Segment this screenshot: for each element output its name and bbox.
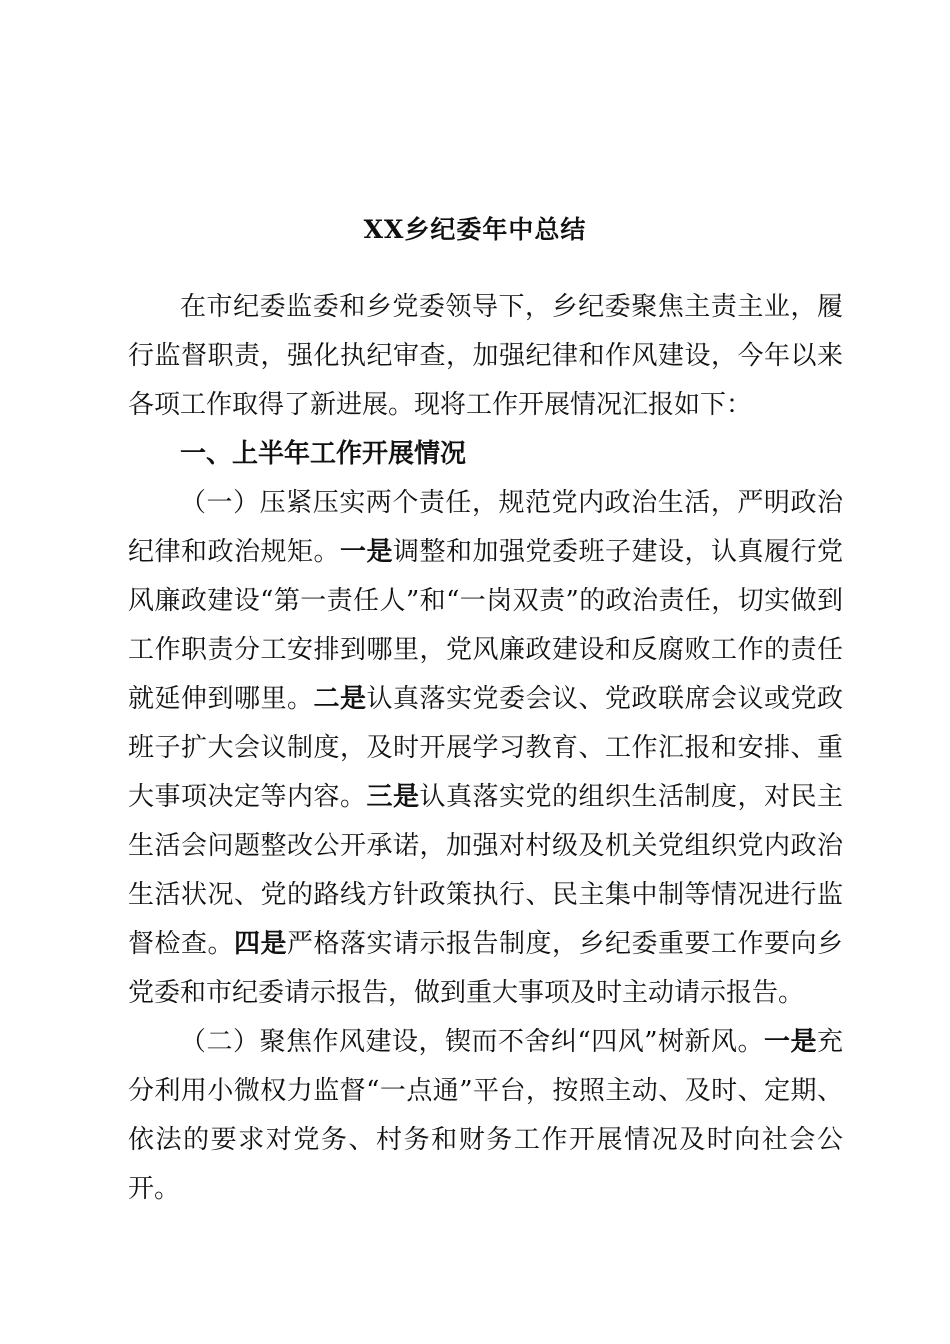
- item2-paragraph: [128, 1018, 843, 1214]
- item1-point3-text: 认真落实党的组织生活制度，对民主生活会问题整改公开承诺，加强对村级及机关党组织党内政治生活状况、党的路线方针政策执行、民主集中制等情况进行监督检查。: [128, 782, 843, 959]
- item1-point2-label: 二是: [313, 684, 367, 714]
- section-heading: 一、上半年工作开展情况: [180, 439, 467, 469]
- document-body: [128, 283, 843, 1214]
- item1-point4-label: 四是: [234, 929, 287, 959]
- item1-lead: （一）压紧压实两个责任，规范党内政治生活，严明政治纪律和政治规矩。: [128, 488, 843, 567]
- item2-point1-text: 充分利用小微权力监督“一点通”平台，按照主动、及时、定期、依法的要求对党务、村务和财务工作开展情况及时向社会公开。: [128, 1027, 843, 1204]
- document-title: XX乡纪委年中总结: [363, 215, 587, 244]
- item2-lead: （二）聚焦作风建设，锲而不舍纠“四风”树新风。: [180, 1027, 764, 1057]
- item1-point3-label: 三是: [366, 782, 420, 812]
- item1-point1-label: 一是: [340, 537, 393, 567]
- intro-paragraph: 在市纪委监委和乡党委领导下，乡纪委聚焦主责主业，履行监督职责，强化执纪审查，加强纪律和作风建设，今年以来各项工作取得了新进展。现将工作开展情况汇报如下：: [128, 292, 843, 420]
- item1-point2-text: 认真落实党委会议、党政联席会议或党政班子扩大会议制度，及时开展学习教育、工作汇报和安排、重大事项决定等内容。: [128, 684, 843, 812]
- item1-point1-text: 调整和加强党委班子建设，认真履行党风廉政建设“第一责任人”和“一岗双责”的政治责任，切实做到工作职责分工安排到哪里，党风廉政建设和反腐败工作的责任就延伸到哪里。: [128, 537, 843, 714]
- item1-point4-text: 严格落实请示报告制度，乡纪委重要工作要向乡党委和市纪委请示报告，做到重大事项及时主动请示报告。: [128, 929, 843, 1008]
- item1-paragraph: [128, 479, 843, 1018]
- item2-point1-label: 一是: [763, 1027, 817, 1057]
